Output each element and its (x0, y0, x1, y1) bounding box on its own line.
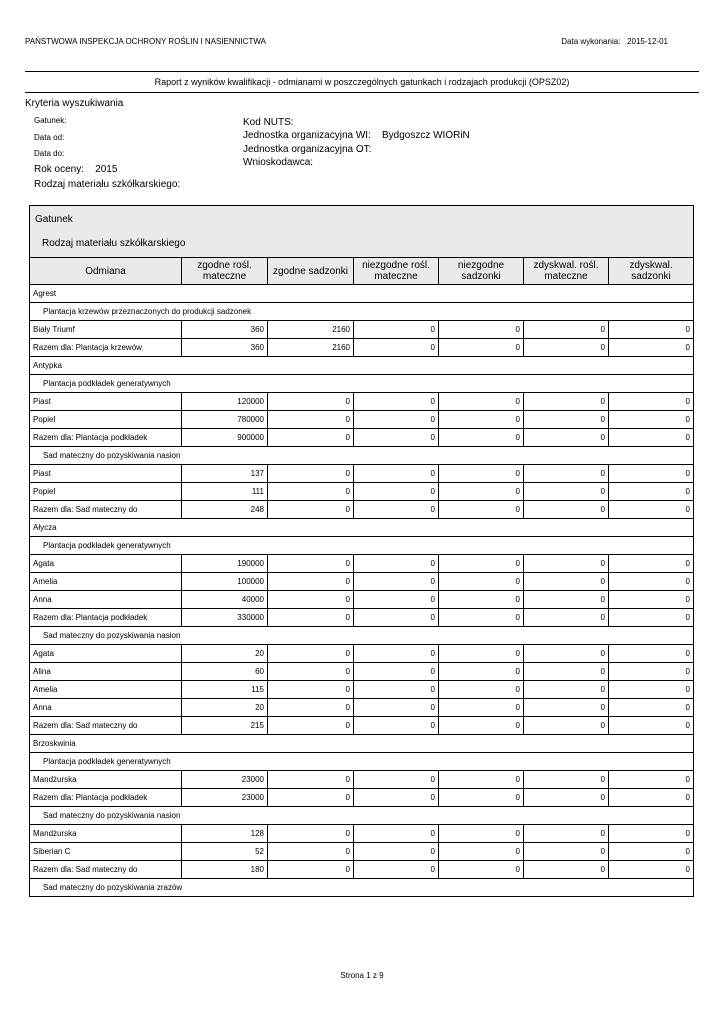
report-title: Raport z wyników kwalifikacji - odmianami w poszczególnych gatunkach i rodzajach produkcji (OPSZ02) (154, 77, 570, 87)
criteria-title: Kryteria wyszukiwania (25, 98, 124, 109)
table-row (30, 483, 694, 501)
value-cell: 0 (268, 681, 354, 699)
value-cell: 0 (268, 609, 354, 627)
value-cell: 0 (524, 501, 609, 519)
value-cell: 0 (609, 501, 694, 519)
variety-cell: Mandżurska (30, 825, 182, 843)
value-cell: 0 (268, 717, 354, 735)
value-cell: 0 (268, 555, 354, 573)
table-row (30, 663, 694, 681)
value-cell: 0 (524, 717, 609, 735)
variety-cell: Razem dla: Sad mateczny do (30, 861, 182, 879)
variety-cell: Mandżurska (30, 771, 182, 789)
variety-cell: Amelia (30, 573, 182, 591)
value-cell: 0 (524, 465, 609, 483)
value-cell: 0 (354, 789, 439, 807)
subgroup-label: Sad mateczny do pozyskiwania nasion (30, 447, 694, 465)
value-cell: 115 (182, 681, 268, 699)
title-divider (25, 92, 699, 93)
value-cell: 0 (609, 699, 694, 717)
criteria-kod-nuts-label: Kod NUTS: (243, 117, 294, 128)
variety-cell: Anna (30, 591, 182, 609)
criteria-rodzaj-label: Rodzaj materiału szkółkarskiego: (34, 179, 181, 190)
table-row (30, 555, 694, 573)
criteria-jedn-wi (243, 130, 470, 141)
value-cell: 2160 (268, 339, 354, 357)
value-cell: 0 (268, 393, 354, 411)
value-cell: 0 (524, 843, 609, 861)
value-cell: 0 (439, 483, 524, 501)
value-cell: 0 (354, 411, 439, 429)
execution-date (561, 37, 668, 46)
value-cell: 215 (182, 717, 268, 735)
value-cell: 0 (609, 789, 694, 807)
value-cell: 0 (439, 663, 524, 681)
value-cell: 0 (354, 861, 439, 879)
variety-cell: Razem dla: Plantacja podkładek (30, 429, 182, 447)
value-cell: 0 (268, 663, 354, 681)
value-cell: 2160 (268, 321, 354, 339)
criteria-data-od-label: Data od: (34, 133, 65, 142)
criteria-rok-value: 2015 (95, 164, 118, 175)
top-divider (25, 71, 699, 72)
date-label: Data wykonania: (561, 37, 621, 46)
value-cell: 0 (609, 429, 694, 447)
criteria-jedn-ot-label: Jednostka organizacyjna OT: (243, 144, 372, 155)
variety-cell: Biały Triumf (30, 321, 182, 339)
table-row (30, 717, 694, 735)
value-cell: 0 (354, 339, 439, 357)
table-row (30, 843, 694, 861)
value-cell: 0 (524, 645, 609, 663)
criteria-rok (34, 164, 117, 175)
value-cell: 0 (439, 465, 524, 483)
variety-cell: Agata (30, 555, 182, 573)
species-row (30, 285, 694, 303)
value-cell: 111 (182, 483, 268, 501)
value-cell: 0 (524, 321, 609, 339)
value-cell: 0 (439, 789, 524, 807)
value-cell: 0 (268, 429, 354, 447)
variety-cell: Razem dla: Plantacja podkładek (30, 609, 182, 627)
subgroup-label: Plantacja podkładek generatywnych (30, 537, 694, 555)
criteria-wnioskodawca-label: Wnioskodawca: (243, 157, 314, 168)
table-row (30, 339, 694, 357)
table-row (30, 411, 694, 429)
value-cell: 190000 (182, 555, 268, 573)
value-cell: 0 (268, 591, 354, 609)
value-cell: 23000 (182, 771, 268, 789)
value-cell: 23000 (182, 789, 268, 807)
value-cell: 0 (268, 825, 354, 843)
variety-cell: Agata (30, 645, 182, 663)
value-cell: 0 (524, 771, 609, 789)
criteria-jedn-wi-value: Bydgoszcz WIORiN (381, 130, 470, 141)
value-cell: 60 (182, 663, 268, 681)
value-cell: 0 (268, 501, 354, 519)
value-cell: 0 (524, 825, 609, 843)
value-cell: 0 (609, 339, 694, 357)
value-cell: 0 (609, 555, 694, 573)
value-cell: 0 (609, 393, 694, 411)
variety-cell: Razem dla: Sad mateczny do (30, 501, 182, 519)
value-cell: 0 (439, 501, 524, 519)
variety-cell: Anna (30, 699, 182, 717)
value-cell: 0 (439, 717, 524, 735)
value-cell: 330000 (182, 609, 268, 627)
value-cell: 0 (354, 681, 439, 699)
subgroup-label: Sad mateczny do pozyskiwania nasion (30, 627, 694, 645)
value-cell: 0 (439, 339, 524, 357)
value-cell: 0 (524, 555, 609, 573)
table-row (30, 393, 694, 411)
value-cell: 0 (354, 393, 439, 411)
table-row (30, 699, 694, 717)
value-cell: 0 (609, 573, 694, 591)
col-header-zgodne-sadzonki: zgodne sadzonki (268, 258, 354, 285)
results-table (29, 257, 694, 897)
variety-cell: Piast (30, 465, 182, 483)
value-cell: 0 (268, 573, 354, 591)
col-header-zdyskwal-sadzonki: zdyskwal. sadzonki (609, 258, 694, 285)
variety-cell: Razem dla: Plantacja podkładek (30, 789, 182, 807)
subgroup-row (30, 807, 694, 825)
value-cell: 0 (609, 717, 694, 735)
value-cell: 180 (182, 861, 268, 879)
value-cell: 0 (524, 393, 609, 411)
value-cell: 0 (354, 555, 439, 573)
value-cell: 0 (524, 789, 609, 807)
species-label: Agrest (30, 285, 694, 303)
value-cell: 0 (354, 843, 439, 861)
value-cell: 0 (609, 681, 694, 699)
value-cell: 0 (439, 645, 524, 663)
value-cell: 0 (439, 609, 524, 627)
species-row (30, 519, 694, 537)
variety-cell: Razem dla: Plantacja krzewów (30, 339, 182, 357)
value-cell: 0 (439, 825, 524, 843)
value-cell: 0 (524, 339, 609, 357)
value-cell: 0 (609, 843, 694, 861)
value-cell: 0 (268, 465, 354, 483)
value-cell: 900000 (182, 429, 268, 447)
date-value: 2015-12-01 (627, 37, 668, 46)
value-cell: 0 (354, 717, 439, 735)
page-number: Strona 1 z 9 (340, 971, 384, 980)
value-cell: 0 (524, 573, 609, 591)
table-row (30, 501, 694, 519)
value-cell: 0 (354, 573, 439, 591)
value-cell: 0 (354, 465, 439, 483)
value-cell: 0 (268, 699, 354, 717)
subgroup-label: Sad mateczny do pozyskiwania nasion (30, 807, 694, 825)
col-header-zdyskwal-rosl: zdyskwal. rośl. mateczne (524, 258, 609, 285)
value-cell: 20 (182, 699, 268, 717)
value-cell: 0 (439, 861, 524, 879)
value-cell: 0 (354, 645, 439, 663)
variety-cell: Piast (30, 393, 182, 411)
group-rodzaj-label: Rodzaj materiału szkółkarskiego (42, 238, 186, 249)
variety-cell: Popiel (30, 411, 182, 429)
value-cell: 0 (524, 591, 609, 609)
subgroup-row (30, 537, 694, 555)
value-cell: 0 (609, 861, 694, 879)
value-cell: 0 (524, 609, 609, 627)
subgroup-label: Plantacja krzewów przeznaczonych do produkcji sadzonek (30, 303, 694, 321)
value-cell: 0 (609, 483, 694, 501)
species-label: Brzoskwinia (30, 735, 694, 753)
value-cell: 0 (609, 591, 694, 609)
col-header-zgodne-rosl: zgodne rośl. mateczne (182, 258, 268, 285)
value-cell: 0 (354, 771, 439, 789)
value-cell: 0 (354, 591, 439, 609)
value-cell: 360 (182, 321, 268, 339)
value-cell: 0 (354, 501, 439, 519)
value-cell: 0 (268, 771, 354, 789)
value-cell: 0 (524, 699, 609, 717)
value-cell: 780000 (182, 411, 268, 429)
value-cell: 0 (439, 429, 524, 447)
value-cell: 0 (268, 843, 354, 861)
species-row (30, 357, 694, 375)
value-cell: 0 (609, 411, 694, 429)
value-cell: 0 (609, 771, 694, 789)
value-cell: 0 (609, 825, 694, 843)
value-cell: 0 (609, 609, 694, 627)
value-cell: 0 (354, 825, 439, 843)
variety-cell: Razem dla: Sad mateczny do (30, 717, 182, 735)
value-cell: 0 (609, 465, 694, 483)
table-body (30, 285, 694, 897)
value-cell: 137 (182, 465, 268, 483)
value-cell: 0 (609, 645, 694, 663)
value-cell: 0 (268, 789, 354, 807)
value-cell: 0 (439, 681, 524, 699)
table-row (30, 645, 694, 663)
value-cell: 248 (182, 501, 268, 519)
value-cell: 100000 (182, 573, 268, 591)
subgroup-row (30, 879, 694, 897)
table-row (30, 771, 694, 789)
value-cell: 40000 (182, 591, 268, 609)
variety-cell: Amelia (30, 681, 182, 699)
value-cell: 0 (439, 393, 524, 411)
col-header-niezgodne-rosl: niezgodne rośl. mateczne (354, 258, 439, 285)
value-cell: 0 (268, 861, 354, 879)
value-cell: 0 (439, 411, 524, 429)
value-cell: 0 (524, 429, 609, 447)
variety-cell: Siberian C (30, 843, 182, 861)
group-gatunek-label: Gatunek (35, 214, 73, 225)
value-cell: 0 (439, 591, 524, 609)
value-cell: 0 (609, 663, 694, 681)
subgroup-label: Plantacja podkładek generatywnych (30, 753, 694, 771)
table-row (30, 681, 694, 699)
table-row (30, 429, 694, 447)
variety-cell: Alina (30, 663, 182, 681)
value-cell: 0 (354, 429, 439, 447)
value-cell: 0 (354, 321, 439, 339)
species-row (30, 735, 694, 753)
value-cell: 0 (439, 843, 524, 861)
subgroup-row (30, 447, 694, 465)
value-cell: 360 (182, 339, 268, 357)
table-row (30, 825, 694, 843)
table-row (30, 861, 694, 879)
subgroup-row (30, 303, 694, 321)
table-header-row (30, 258, 694, 285)
table-row (30, 573, 694, 591)
value-cell: 0 (354, 483, 439, 501)
table-row (30, 789, 694, 807)
value-cell: 0 (439, 771, 524, 789)
value-cell: 0 (439, 321, 524, 339)
criteria-rok-label: Rok oceny: (34, 164, 85, 175)
subgroup-label: Plantacja podkładek generatywnych (30, 375, 694, 393)
criteria-jedn-wi-label: Jednostka organizacyjna WI: (243, 130, 371, 141)
value-cell: 0 (354, 663, 439, 681)
value-cell: 0 (524, 411, 609, 429)
table-row (30, 591, 694, 609)
subgroup-label: Sad mateczny do pozyskiwania zrazów (30, 879, 694, 897)
value-cell: 0 (354, 609, 439, 627)
species-label: Antypka (30, 357, 694, 375)
organization-name: PAŃSTWOWA INSPEKCJA OCHRONY ROŚLIN I NASIENNICTWA (25, 37, 266, 46)
value-cell: 128 (182, 825, 268, 843)
value-cell: 0 (524, 483, 609, 501)
col-header-odmiana: Odmiana (30, 258, 182, 285)
value-cell: 120000 (182, 393, 268, 411)
value-cell: 0 (524, 861, 609, 879)
value-cell: 0 (268, 645, 354, 663)
value-cell: 52 (182, 843, 268, 861)
criteria-data-do-label: Data do: (34, 149, 65, 158)
variety-cell: Popiel (30, 483, 182, 501)
value-cell: 0 (268, 411, 354, 429)
value-cell: 0 (439, 699, 524, 717)
value-cell: 0 (268, 483, 354, 501)
value-cell: 0 (439, 573, 524, 591)
table-row (30, 321, 694, 339)
value-cell: 20 (182, 645, 268, 663)
criteria-gatunek-label: Gatunek: (34, 116, 67, 125)
species-label: Ałycza (30, 519, 694, 537)
value-cell: 0 (354, 699, 439, 717)
value-cell: 0 (609, 321, 694, 339)
value-cell: 0 (439, 555, 524, 573)
subgroup-row (30, 375, 694, 393)
subgroup-row (30, 753, 694, 771)
table-row (30, 609, 694, 627)
table-row (30, 465, 694, 483)
group-header-box (29, 205, 694, 259)
value-cell: 0 (524, 681, 609, 699)
subgroup-row (30, 627, 694, 645)
col-header-niezgodne-sadzonki: niezgodne sadzonki (439, 258, 524, 285)
value-cell: 0 (524, 663, 609, 681)
